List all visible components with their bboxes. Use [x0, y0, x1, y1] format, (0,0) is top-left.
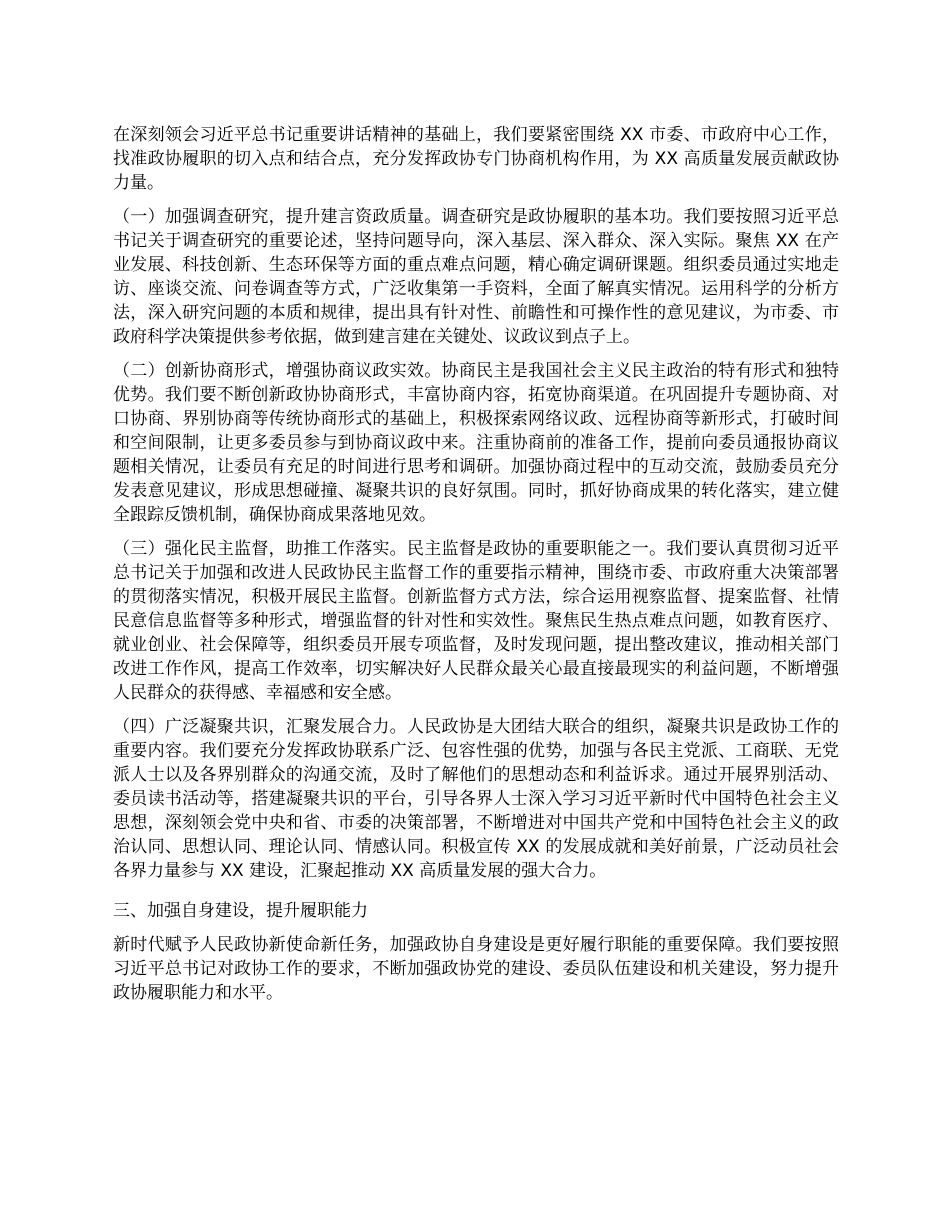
intro-paragraph: 在深刻领会习近平总书记重要讲话精神的基础上，我们要紧密围绕 XX 市委、市政府中心工作，找准政协履职的切入点和结合点，充分发挥政协专门协商机构作用，为 XX 高质量发展贡献政协力量。 — [113, 125, 839, 193]
document-page — [113, 123, 839, 1015]
section-heading: 三、加强自身建设，提升履职能力 — [113, 901, 368, 921]
paragraph-supervision: （三）强化民主监督，助推工作落实。民主监督是政协的重要职能之一。我们要认真贯彻习近平总书记关于加强和改进人民政协民主监督工作的重要指示精神，围绕市委、市政府重大决策部署的贯彻落实情况，积极开展民主监督。创新监督方式方法，综合运用视察监督、提案监督、社情民意信息监督等多种形式，增强监督的针对性和实效性。聚焦民生热点难点问题，如教育医疗、就业创业、社会保障等，组织委员开展专项监督，及时发现问题，提出整改建议，推动相关部门改进工作作风，提高工作效率，切实解决好人民群众最关心最直接最现实的利益问题，不断增强人民群众的获得感、幸福感和安全感。 — [113, 539, 839, 703]
closing-paragraph: 新时代赋予人民政协新使命新任务，加强政协自身建设是更好履行职能的重要保障。我们要按照习近平总书记对政协工作的要求，不断加强政协党的建设、委员队伍建设和机关建设，努力提升政协履职能力和水平。 — [113, 935, 839, 1003]
paragraph-consensus: （四）广泛凝聚共识，汇聚发展合力。人民政协是大团结大联合的组织，凝聚共识是政协工作的重要内容。我们要充分发挥政协联系广泛、包容性强的优势，加强与各民主党派、工商联、无党派人士以及各界别群众的沟通交流，及时了解他们的思想动态和利益诉求。通过开展界别活动、委员读书活动等，搭建凝聚共识的平台，引导各界人士深入学习习近平新时代中国特色社会主义思想，深刻领会党中央和省、市委的决策部署，不断增进对中国共产党和中国特色社会主义的政治认同、思想认同、理论认同、情感认同。积极宣传 XX 的发展成就和美好前景，广泛动员社会各界力量参与 XX 建设，汇聚起推动 XX 高质量发展的强大合力。 — [113, 717, 839, 881]
paragraph-consultation: （二）创新协商形式，增强协商议政实效。协商民主是我国社会主义民主政治的特有形式和独特优势。我们要不断创新政协协商形式，丰富协商内容，拓宽协商渠道。在巩固提升专题协商、对口协商、界别协商等传统协商形式的基础上，积极探索网络议政、远程协商等新形式，打破时间和空间限制，让更多委员参与到协商议政中来。注重协商前的准备工作，提前向委员通报协商议题相关情况，让委员有充足的时间进行思考和调研。加强协商过程中的互动交流，鼓励委员充分发表意见建议，形成思想碰撞、凝聚共识的良好氛围。同时，抓好协商成果的转化落实，建立健全跟踪反馈机制，确保协商成果落地见效。 — [113, 361, 839, 525]
paragraph-research: （一）加强调查研究，提升建言资政质量。调查研究是政协履职的基本功。我们要按照习近平总书记关于调查研究的重要论述，坚持问题导向，深入基层、深入群众、深入实际。聚焦 XX 在产业发展、科技创新、生态环保等方面的重点难点问题，精心确定调研课题。组织委员通过实地走访、座谈交流、问卷调查等方式，广泛收集第一手资料，全面了解真实情况。运用科学的分析方法，深入研究问题的本质和规律，提出具有针对性、前瞻性和可操作性的意见建议，为市委、市政府科学决策提供参考依据，做到建言建在关键处、议政议到点子上。 — [113, 207, 839, 347]
